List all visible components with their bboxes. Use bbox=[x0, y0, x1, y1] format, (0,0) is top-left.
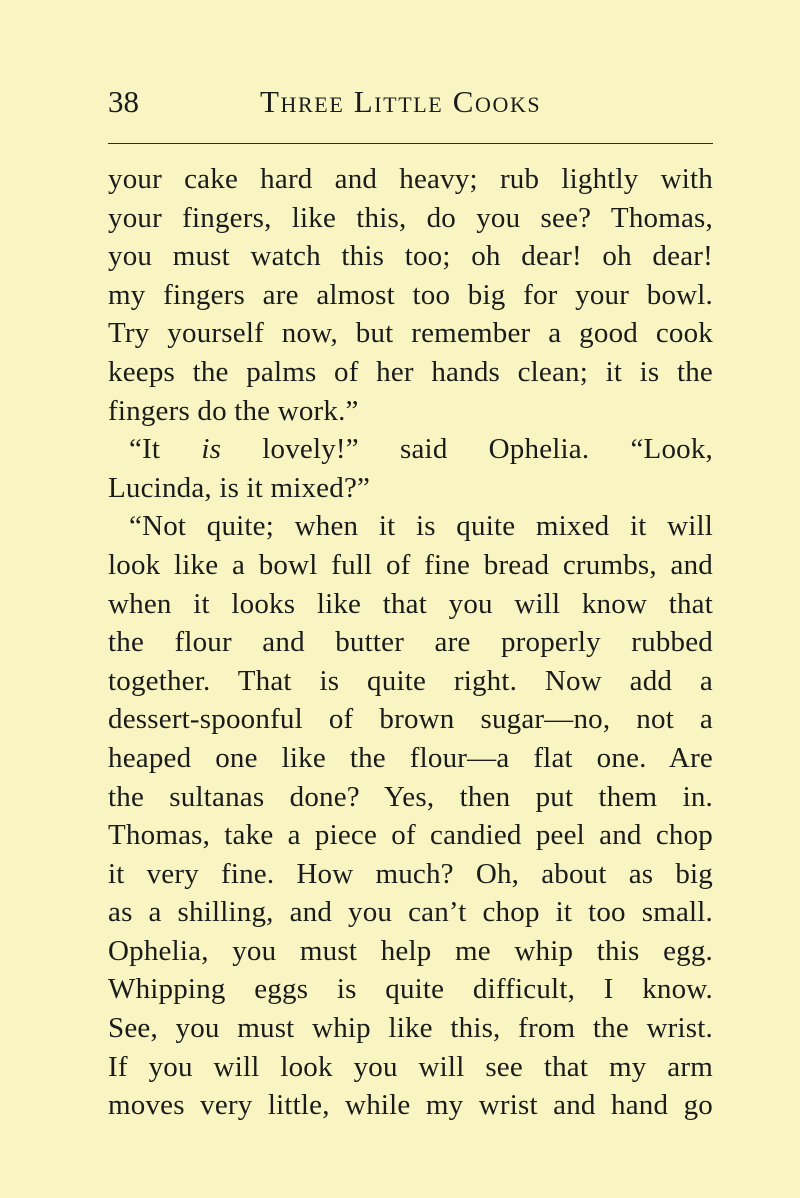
running-title: Three Little Cooks bbox=[260, 84, 542, 119]
text-line: look like a bowl full of fine bread crumbs, and bbox=[108, 548, 713, 581]
text-line-with-italic bbox=[108, 430, 713, 469]
italic-emphasis: is bbox=[201, 433, 222, 466]
text-line: dessert-spoonful of brown sugar—no, not a bbox=[108, 703, 713, 736]
text-line: as a shilling, and you can’t chop it too small. bbox=[108, 896, 713, 929]
text-line: Lucinda, is it mixed?” bbox=[108, 471, 371, 504]
text-line: the sultanas done? Yes, then put them in. bbox=[108, 780, 713, 813]
running-head bbox=[108, 84, 713, 130]
text-line: your fingers, like this, do you see? Thomas, bbox=[108, 201, 713, 234]
text-line: “Not quite; when it is quite mixed it will bbox=[129, 510, 713, 543]
text-line: the flour and butter are properly rubbed bbox=[108, 626, 713, 659]
text-line: when it looks like that you will know that bbox=[108, 587, 713, 620]
text-line: Thomas, take a piece of candied peel and chop bbox=[108, 819, 713, 852]
page-number: 38 bbox=[108, 84, 139, 119]
text-line: my fingers are almost too big for your bowl. bbox=[108, 278, 713, 311]
text-line: Whipping eggs is quite difficult, I know. bbox=[108, 973, 713, 1006]
text-line: See, you must whip like this, from the wrist. bbox=[108, 1012, 713, 1045]
text-line: it very fine. How much? Oh, about as big bbox=[108, 857, 713, 890]
header-rule bbox=[108, 143, 713, 144]
text-line: moves very little, while my wrist and hand go bbox=[108, 1089, 713, 1122]
text-line: If you will look you will see that my arm bbox=[108, 1050, 713, 1083]
body-text bbox=[108, 160, 713, 1125]
text-line: keeps the palms of her hands clean; it is the bbox=[108, 355, 713, 388]
text-line: you must watch this too; oh dear! oh dear! bbox=[108, 240, 713, 273]
text-line: heaped one like the flour—a flat one. Are bbox=[108, 741, 713, 774]
text-segment: lovely!” said Ophelia. “Look, bbox=[221, 433, 713, 466]
text-line: together. That is quite right. Now add a bbox=[108, 664, 713, 697]
text-segment: “It bbox=[129, 433, 202, 466]
text-line: fingers do the work.” bbox=[108, 394, 359, 427]
text-line: your cake hard and heavy; rub lightly with bbox=[108, 163, 713, 195]
text-line: Try yourself now, but remember a good cook bbox=[108, 317, 713, 350]
text-line: Ophelia, you must help me whip this egg. bbox=[108, 934, 713, 967]
